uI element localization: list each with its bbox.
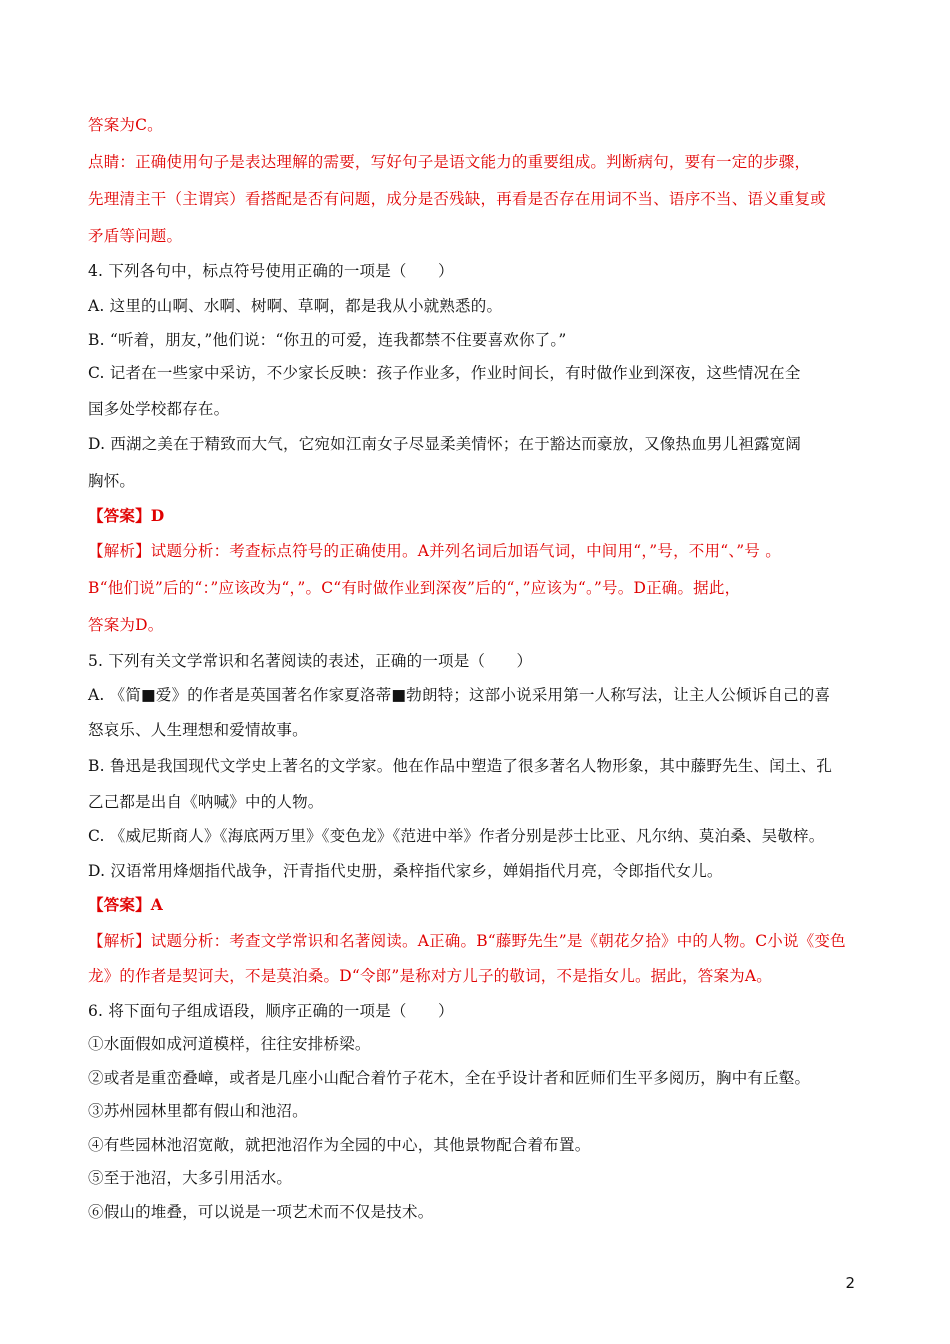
text-line: 先理清主干（主谓宾）看搭配是否有问题，成分是否残缺，再看是否存在用词不当、语序不当、语义重复或 xyxy=(88,190,826,208)
page-number: 2 xyxy=(845,1274,855,1292)
sentence-2: ②或者是重峦叠嶂，或者是几座小山配合着竹子花木，全在乎设计者和匠师们生平多阅历，胸中有丘壑。 xyxy=(88,1069,811,1087)
question-4-option-d: D. 西湖之美在于精致而大气，它宛如江南女子尽显柔美情怀；在于豁达而豪放，又像热血男儿袒露宽阔 xyxy=(88,435,802,453)
question-5-option-a: A. 《简■爱》的作者是英国著名作家夏洛蒂■勃朗特；这部小说采用第一人称写法，让主人公倾诉自己的喜 xyxy=(88,686,831,704)
sentence-6: ⑥假山的堆叠，可以说是一项艺术而不仅是技术。 xyxy=(88,1203,434,1221)
analysis-text: 【解析】试题分析：考查文学常识和名著阅读。A正确。B“藤野先生”是《朝花夕拾》中的人物。C小说《变色 xyxy=(88,932,846,950)
text-line: 乙己都是出自《呐喊》中的人物。 xyxy=(88,793,324,811)
answer-label: 【答案】D xyxy=(88,506,165,525)
answer-label: 【答案】A xyxy=(88,895,164,914)
question-4-stem: 4. 下列各句中，标点符号使用正确的一项是（ ） xyxy=(88,262,454,280)
question-4-option-a: A. 这里的山啊、水啊、树啊、草啊，都是我从小就熟悉的。 xyxy=(88,297,503,315)
text-line: 矛盾等问题。 xyxy=(88,227,183,245)
analysis-text: B“他们说”后的“：”应该改为“，”。C“有时做作业到深夜”后的“，”应该为“。”号。D正确。据此， xyxy=(88,579,741,597)
sentence-5: ⑤至于池沼，大多引用活水。 xyxy=(88,1169,293,1187)
analysis-text: 【解析】试题分析：考查标点符号的正确使用。A并列名词后加语气词，中间用“，”号，不用“、”号 。 xyxy=(88,542,781,560)
question-5-option-d: D. 汉语常用烽烟指代战争，汗青指代史册，桑梓指代家乡，婵娟指代月亮，令郎指代女儿。 xyxy=(88,862,723,880)
question-5-option-b: B. 鲁迅是我国现代文学史上著名的文学家。他在作品中塑造了很多著名人物形象，其中藤野先生、闰土、孔 xyxy=(88,757,833,775)
question-4-option-b: B. “听着，朋友，”他们说：“你丑的可爱，连我都禁不住要喜欢你了。” xyxy=(88,331,567,349)
analysis-text: 龙》的作者是契诃夫，不是莫泊桑。D“令郎”是称对方儿子的敬词，不是指女儿。据此，答案为A。 xyxy=(88,967,772,985)
text-line: 国多处学校都存在。 xyxy=(88,400,230,418)
text-line: 点睛：正确使用句子是表达理解的需要，写好句子是语文能力的重要组成。判断病句，要有一定的步骤， xyxy=(88,153,811,171)
sentence-3: ③苏州园林里都有假山和池沼。 xyxy=(88,1102,308,1120)
text-line: 怒哀乐、人生理想和爱情故事。 xyxy=(88,721,308,739)
text-line: 答案为C。 xyxy=(88,116,163,134)
question-4-option-c: C. 记者在一些家中采访，不少家长反映：孩子作业多，作业时间长，有时做作业到深夜，这些情况在全 xyxy=(88,364,801,382)
sentence-1: ①水面假如成河道模样，往往安排桥梁。 xyxy=(88,1035,371,1053)
question-6-stem: 6. 将下面句子组成语段，顺序正确的一项是（ ） xyxy=(88,1002,454,1020)
analysis-text: 答案为D。 xyxy=(88,616,164,634)
question-5-stem: 5. 下列有关文学常识和名著阅读的表述，正确的一项是（ ） xyxy=(88,652,533,670)
question-5-option-c: C. 《威尼斯商人》《海底两万里》《变色龙》《范进中举》作者分别是莎士比亚、凡尔纳、莫泊桑、吴敬梓。 xyxy=(88,827,825,845)
text-line: 胸怀。 xyxy=(88,472,136,490)
sentence-4: ④有些园林池沼宽敞，就把池沼作为全园的中心，其他景物配合着布置。 xyxy=(88,1136,591,1154)
